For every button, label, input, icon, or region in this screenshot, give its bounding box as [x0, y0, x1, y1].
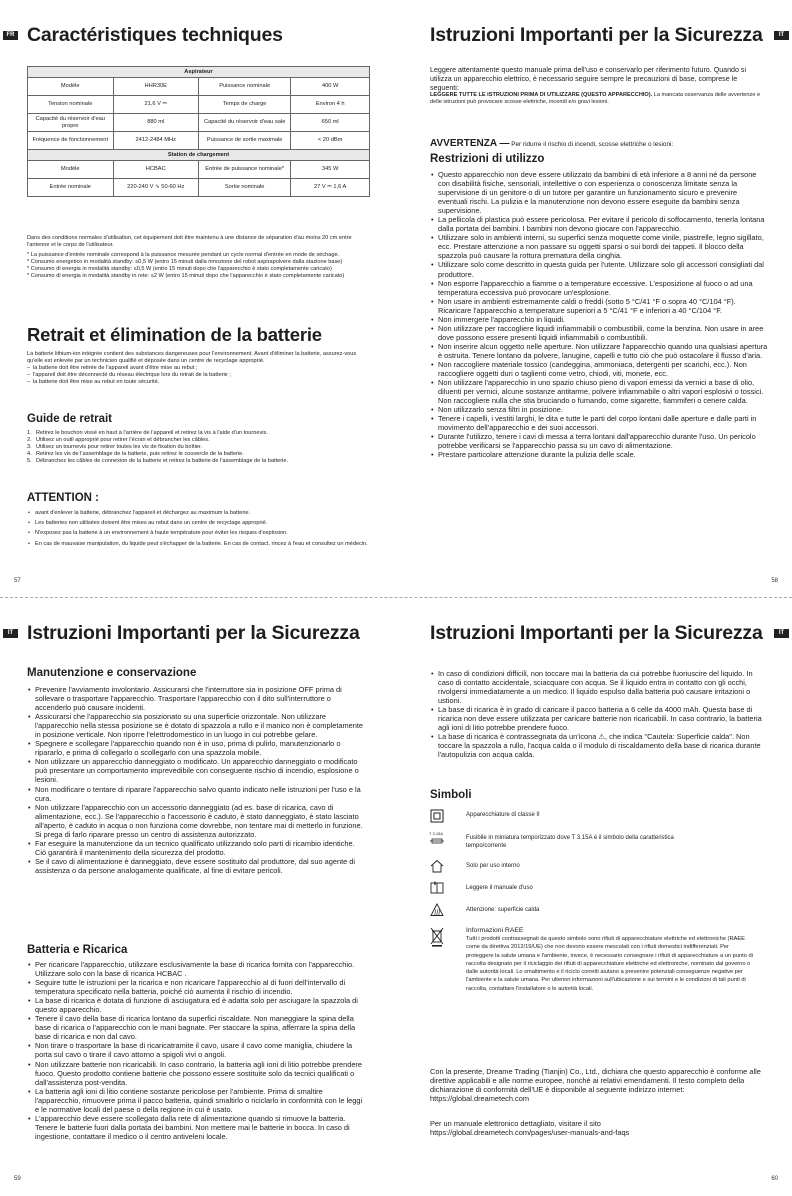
paragraph: Con la presente, Dreame Trading (Tianjin) Co., Ltd., dichiara che questo apparecchio è conforme alle direttive applicabili e alle norme europee, nonché ai relativi emendamenti. Il testo completo della dichiarazione di conformità dell'UE è disponibile al seguente indirizzo internet: https://global.dreametech.com [430, 1067, 761, 1104]
list-item: • Non utilizzare un apparecchio danneggiato o modificato. Un apparecchio danneggiato o modificato può presentare un comportamento imprevedibile con conseguente rischio di incendio, esplosione o lesioni. [27, 757, 365, 784]
steps-list [27, 430, 372, 465]
list-item: • Non modificare o tentare di riparare l'apparecchio salvo quanto indicato nelle istruzioni per l'uso e la cura. [27, 785, 365, 803]
language-tag: IT [774, 31, 789, 40]
table-cell: < 20 dBm [291, 132, 370, 150]
list-item: • Non esporre l'apparecchio a fiamme o a temperature eccessive. L'esposizione al fuoco o ad una temperatura eccessiva può provocare un'esplosione. [430, 279, 768, 297]
list-item: • Non inserire alcun oggetto nelle aperture. Non utilizzare l'apparecchio quando una qualsiasi apertura è ostruita. Tenere lontano da polvere, lanugine, capelli e tutto ciò che può ostacolare il flusso d'aria. [430, 342, 768, 360]
table-cell: Entrée nominale [28, 179, 114, 197]
language-tag: FR [3, 31, 18, 40]
list-item: – la batterie doit être mise au rebut en toute sécurité. [27, 379, 372, 386]
list-item: 1. Retirez le bouchon vissé en haut à l'arrière de l'appareil et retirez la vis à l'aide d'un tournevis. [27, 430, 268, 436]
list-item: • Prestare particolare attenzione durante la pulizia delle scale. [430, 450, 768, 459]
table-row [28, 96, 370, 114]
attention-list [27, 510, 372, 548]
list-item: • Non usare in ambienti estremamente caldi o freddi (sotto 5 °C/41 °F o sopra 40 °C/104 °F). Ricaricare l'apparecchio a temperature superiori a 5 °C/41 °F e inferiori a 40 °C/104 °F. [430, 297, 768, 315]
list-item: • Non immergere l'apparecchio in liquidi. [430, 315, 768, 324]
list-item: • Far eseguire la manutenzione da un tecnico qualificato utilizzando solo parti di ricambio identiche. Ciò garantirà il mantenimento della sicurezza del prodotto. [27, 839, 365, 857]
restrictions-list [430, 170, 768, 460]
spec-table [27, 66, 370, 197]
hot-surface-icon [430, 903, 444, 917]
paragraph: La batterie lithium-ion intégrée contient des substances dangereuses pour l'environnement. Avant d'éliminer la batterie, assurez-vous qu'elle est enlevée par un technicien qualifié et déposée dans un centre de recyclage approprié. [27, 351, 357, 365]
page-57 [0, 0, 396, 598]
list-item: • Questo apparecchio non deve essere utilizzato da bambini di età inferiore a 8 anni né da persone con disabilità fisiche, sensoriali, intellettive o con esperienza o conoscenza limitate senza la supervisione di un genitore o di un tutore per garantire un funzionamento sicuro e prevenire eventuali rischi. La pulizia e la manutenzione non devono essere eseguite da bambini senza supervisione. [430, 170, 768, 215]
list-item: • Tenere i capelli, i vestiti larghi, le dita e tutte le parti del corpo lontani dalle aperture e dalle parti in movimento dell'apparecchio e dei suoi accessori. [430, 414, 768, 432]
table-row [28, 78, 370, 96]
list-item: 5. Débranchez les câbles de connexion de la batterie et retirez la batterie de l'assemblage de la batterie. [27, 458, 289, 465]
page-60 [396, 598, 792, 1196]
list-item: • Per ricaricare l'apparecchio, utilizzare esclusivamente la base di ricarica fornita con l'apparecchio. Utilizzare solo con la base di ricarica HCBAC . [27, 960, 365, 978]
list-item: 2. Utilisez un outil approprié pour retirer l'écran et débrancher les câbles. [27, 437, 210, 444]
battery-list [430, 669, 766, 759]
subsection-title: Guide de retrait [27, 413, 112, 425]
page-59 [0, 598, 396, 1196]
indoor-house-icon [430, 859, 444, 873]
paragraph-text: La mancata osservanza delle avvertenze e delle istruzioni può provocare scosse elettriche, incendi e/o gravi lesioni. [430, 92, 761, 106]
table-cell: Sortie nominale [199, 179, 291, 197]
manual-link[interactable]: https://global.dreametech.com/pages/user-manuals-and-faqs [430, 1128, 630, 1138]
maintenance-list [27, 685, 365, 875]
page-number: 59 [14, 1176, 21, 1182]
note: * Consumo di energia in modalità standby: ≤0,5 W (entro 15 minuti dopo che l'apparecchio è stato completamente caricato) [27, 266, 332, 273]
page-number: 57 [14, 578, 21, 584]
list-item: • Durante l'utilizzo, tenere i cavi di messa a terra lontani dall'apparecchio durante l'uso. Un pericolo potrebbe verificarsi se l'apparecchio passa su un cavo di alimentazione. [430, 432, 768, 450]
weee-info [466, 927, 756, 993]
list-item: 3. Utilisez un tournevis pour retirer toutes les vis de fixation du boîtier. [27, 444, 203, 451]
list-item: • La base di ricarica è in grado di caricare il pacco batteria a 6 celle da 4000 mAh. Questa base di ricarica non deve essere utilizzata per caricare batterie non ricaricabili. In caso contrario, la batteria agli ioni di litio potrebbe prendere fuoco. [430, 705, 766, 732]
table-cell: 21,6 V ⎓ [113, 96, 199, 114]
weee-bin-icon [430, 927, 444, 947]
list-item: • L'apparecchio deve essere scollegato dalla rete di alimentazione quando si rimuove la batteria. Tenere le batterie fuori dalla portata dei bambini. Non mettere mai le batterie in bocca. In caso di ingestione, contattare il medico o il centro antiveleni locale. [27, 1114, 365, 1141]
list-item: • Assicurarsi che l'apparecchio sia posizionato su una superficie orizzontale. Non utilizzare l'apparecchio nella stessa posizione se è dotato di spazzola a rullo e il manico non è completamente in posizione verticale. Non riporre l'elettrodomestico in un luogo in cui potrebbe gelare. [27, 712, 365, 739]
list-item: • Non raccogliere materiale tossico (candeggina, ammoniaca, detergenti per scarichi, ecc.). Non raccogliere oggetti duri o taglienti come vetro, chiodi, viti, monete, ecc. [430, 360, 768, 378]
list-item: • Spegnere e scollegare l'apparecchio quando non è in uso, prima di pulirlo, manutenzionarlo o ripararlo, e prima di collegarlo o scollegarlo con una spazzola mobile. [27, 739, 365, 757]
language-tag: IT [774, 629, 789, 638]
list-item: • La base di ricarica è contrassegnata da un'icona ⚠, che indica "Cautela: Superficie calda". Non toccare la spazzola a rullo, l'acqua calda o il modulo di riscaldamento della base di ricarica durante l'autopulizia con acqua calda. [430, 732, 766, 759]
table-cell: 345 W [291, 161, 370, 179]
battery-list [27, 960, 365, 1141]
list-item: • Utilizzare solo in ambienti interni, su superfici senza moquette come vinile, piastrelle, legno sigillato, ecc. Prestare attenzione a non passare su oggetti sparsi o sui bordi dei tappeti. Il blocco della spazzola può causare la rottura prematura della cinghia. [430, 233, 768, 260]
list-item: • Prevenire l'avviamento involontario. Assicurarsi che l'interruttore sia in posizione OFF prima di sollevare o trasportare l'apparecchio. Trasportare l'apparecchio con il dito sull'interruttore o accenderlo può causare incidenti. [27, 685, 365, 712]
paragraph: Per un manuale elettronico dettagliato, visitare il sito [430, 1119, 601, 1128]
list-item: • Non utilizzare per raccogliere liquidi infiammabili o combustibili, come la benzina. Non usare in aree dove possono essere presenti liquidi infiammabili o combustibili. [430, 324, 768, 342]
list-item: • avant d'enlever la batterie, débranchez l'appareil et déchargez au maximum la batterie. [27, 510, 372, 517]
table-cell: Fréquence de fonctionnement [28, 132, 114, 150]
list-item: • N'exposez pas la batterie à un environnement à haute température pour éviter les risques d'explosion. [27, 530, 372, 537]
table-cell: Puissance nominale [199, 78, 291, 96]
page-title: Istruzioni Importanti per la Sicurezza [430, 24, 763, 46]
table-cell: 880 ml [113, 114, 199, 132]
table-cell: Capacité du réservoir d'eau propre [28, 114, 114, 132]
note: * Consumo energetico in modalità standby: ≤0,5 W (entro 15 minuti dalla rimozione del robot aspirapolvere dalla stazione base) [27, 259, 343, 266]
page-title: Istruzioni Importanti per la Sicurezza [27, 622, 360, 644]
list-item: • Tenere il cavo della base di ricarica lontano da superfici riscaldate. Non maneggiare la spina della base di ricarica o l'apparecchio con le mani bagnate. Per staccare la spina, afferrare la spina della base di ricarica e non dal cavo. [27, 1014, 365, 1041]
subsection-title: Restrizioni di utilizzo [430, 153, 545, 165]
table-cell: Modèle [28, 161, 114, 179]
table-row [28, 179, 370, 197]
list-item: • Se il cavo di alimentazione è danneggiato, deve essere sostituito dal produttore, dal suo agente di assistenza o da persone analogamente qualificate, al fine di evitare pericoli. [27, 857, 365, 875]
symbol-row [430, 859, 770, 880]
list-item: – l'appareil doit être déconnecté du réseau électrique lors du retrait de la batterie ; [27, 372, 372, 379]
list-item: • Non utilizzare l'apparecchio in uno spazio chiuso pieno di vapori emessi da vernici a base di olio, diluenti per vernici, alcune sostanze antitarme, polvere infiammabile o altri vapori esplosivi o tossici. Non raccogliere nulla che stia bruciando o fumando, come sigarette, fiammiferi o cenere calda. [430, 378, 768, 405]
list-item: • En cas de mauvaise manipulation, du liquide peut s'échapper de la batterie. En cas de contact, rincez à l'eau et consultez un médecin. [27, 541, 372, 548]
table-cell: Puissance de sortie maximale [199, 132, 291, 150]
page-58 [396, 0, 792, 598]
table-cell: 650 ml [291, 114, 370, 132]
note: * Consumo di energia in modalità standby in rete: ≤2 W (entro 15 minuti dopo che l'apparecchio è stato completamente caricato) [27, 273, 345, 280]
table-cell: Environ 4 h [291, 96, 370, 114]
subsection-title: Batteria e Ricarica [27, 944, 128, 956]
list-item: • Seguire tutte le istruzioni per la ricarica e non ricaricare l'apparecchio al di fuori dell'intervallo di temperatura specificato nella batteria, poiché ciò aumenta il rischio di incendio. [27, 978, 365, 996]
paragraph [430, 92, 766, 106]
list-item: • Non utilizzare l'apparecchio con un accessorio danneggiato (ad es. base di ricarica, cavo di alimentazione, ecc.). Se l'apparecchio o l'accessorio è caduto, è stato danneggiato, è stato lasciato all'aperto, è caduto in acqua o non funziona come dovrebbe, non tentare mai di metterlo in funzione. Si prega di farlo riparare presso un centro di assistenza autorizzato. [27, 803, 365, 839]
fuse-icon [430, 832, 444, 846]
symbols-list [430, 809, 770, 993]
list-item: • Non utilizzarlo senza filtri in posizione. [430, 405, 768, 414]
note: * La puissance d'entrée nominale correspond à la puissance mesurée pendant un cycle normal d'entrée en mode de séchage. [27, 252, 340, 259]
page-title: Istruzioni Importanti per la Sicurezza [430, 622, 763, 644]
intro [430, 66, 766, 107]
fuse-label: T 3,15A [429, 831, 443, 836]
weee-title: Informazioni RAEE [466, 927, 524, 934]
warning-line [430, 133, 766, 151]
list-item: • In caso di condizioni difficili, non toccare mai la batteria da cui potrebbe fuoriuscire del liquido. In caso di contatto accidentale, sciacquare con acqua. Se il liquido entra in contatto con gli occhi, rivolgersi immediatamente a un medico. Il liquido espulso dalla batteria può causare irritazioni o ustioni. [430, 669, 766, 705]
table-cell: Modèle [28, 78, 114, 96]
bold-text: LEGGERE TUTTE LE ISTRUZIONI PRIMA DI UTILIZZARE (QUESTO APPARECCHIO). [430, 92, 653, 99]
table-row [28, 161, 370, 179]
symbol-text: Apparecchiature di classe II [466, 812, 540, 818]
table-cell: HHR30E [113, 78, 199, 96]
page-number: 58 [771, 578, 778, 584]
symbol-row [430, 903, 770, 924]
table-cell: 400 W [291, 78, 370, 96]
symbol-row [430, 927, 770, 993]
battery-section [27, 351, 372, 386]
weee-text: Tutti i prodotti contrassegnati da questo simbolo sono rifiuti di apparecchiature elettriche ed elettroniche (RAEE come da direttiva 2012/19/UE) che non devono essere mescolati con i rifiuti domestici indifferenziati. Per proteggere la salute umana e l'ambiente, invece, è necessario consegnare i rifiuti di apparecchiature a un punto di raccolta designato per il riciclaggio dei rifiuti di apparecchiature elettriche ed elettroniche, nominato dal governo o dalle autorità locali. Lo smaltimento e il riciclo corretti aiutano a prevenire potenziali conseguenze negative per l'ambiente e la salute umana. Per ulteriori informazioni sull'ubicazione e sui termini e le condizioni di tali punti di raccolta, contattare l'installatore o le autorità locali. [466, 936, 753, 992]
list-item: • Utilizzare solo come descritto in questa guida per l'utente. Utilizzare solo gli accessori consigliati dal produttore. [430, 260, 768, 278]
language-tag: IT [3, 629, 18, 638]
list-item: • Non utilizzare batterie non ricaricabili. In caso contrario, la batteria agli ioni di litio potrebbe prendere fuoco. Questo prodotto contiene batterie che possono essere sostituite solo da tecnici qualificati o dall'assistenza post-vendita. [27, 1060, 365, 1087]
list-item: • La base di ricarica è dotata di funzione di asciugatura ed è adatta solo per asciugare la spazzola di questo apparecchio. [27, 996, 365, 1014]
table-cell: HCBAC [113, 161, 199, 179]
symbol-text: Fusibile in miniatura temporizzato dove T 3.15A è il simbolo della caratteristica tempo/corrente [466, 835, 674, 850]
table-row [28, 132, 370, 150]
list-item: – la batterie doit être retirée de l'appareil avant d'être mise au rebut ; [27, 365, 372, 372]
notes [27, 235, 372, 281]
table-section-header: Aspirateur [28, 67, 370, 78]
note: Dans des conditions normales d'utilisation, cet équipement doit être maintenu à une distance de séparation d'au moins 20 cm entre l'antenne et le corps de l'utilisateur. [27, 235, 352, 249]
table-cell: Tension nominale [28, 96, 114, 114]
symbol-text: Leggere il manuale d'uso [466, 885, 533, 891]
warning-title: AVVERTENZA — [430, 138, 510, 149]
subsection-title: ATTENTION : [27, 492, 99, 504]
list-item: • La batteria agli ioni di litio contiene sostanze pericolose per l'ambiente. Prima di smaltire l'apparecchio, rimuovere prima il pacco batteria, quindi smaltirlo o riciclarlo in conformità con le leggi e le normative locali del paese o della regione in cui è usato. [27, 1087, 365, 1114]
read-manual-icon [430, 881, 444, 895]
list-item: • La pellicola di plastica può essere pericolosa. Per evitare il pericolo di soffocamento, tenerla lontana dalla portata dei bambini. I bambini non devono giocare con l'apparecchio. [430, 215, 768, 233]
symbol-row [430, 832, 770, 858]
subsection-title: Simboli [430, 789, 472, 801]
warning-text: Per ridurre il rischio di incendi, scosse elettriche o lesioni: [509, 141, 674, 148]
paragraph: Leggere attentamente questo manuale prima dell'uso e conservarlo per riferimento futuro. Quando si utilizza un apparecchio elettrico, è necessario seguire sempre le precauzioni di base, comprese le seguenti: [430, 66, 747, 92]
list-item: • Les batteries non utilisées doivent être mises au rebut dans un centre de recyclage approprié. [27, 520, 372, 527]
table-cell: Entrée de puissance nominale* [199, 161, 291, 179]
symbol-row [430, 809, 770, 830]
table-cell: 27 V ⎓ 1,6 A [291, 179, 370, 197]
symbol-text: Attenzione: superficie calda [466, 907, 540, 913]
page-title: Caractéristiques techniques [27, 24, 283, 46]
table-row [28, 114, 370, 132]
list-item: 4. Retirez les vis de l'assemblage de la batterie, puis retirez le couvercle de la batterie. [27, 451, 244, 458]
table-cell: 2412-2484 MHz [113, 132, 199, 150]
manual-info [430, 1119, 768, 1137]
table-cell: Temps de charge [199, 96, 291, 114]
dash-list [27, 365, 372, 386]
list-item: • Non tirare o trasportare la base di ricaricatramite il cavo, usare il cavo come maniglia, chiudere la porta sul cavo o tirare il cavo attorno a spigoli vivi o angoli. [27, 1041, 365, 1059]
subsection-title: Manutenzione e conservazione [27, 667, 197, 679]
declaration [430, 1067, 768, 1103]
table-cell: Capacité du réservoir d'eau sale [199, 114, 291, 132]
symbol-row [430, 881, 770, 902]
class-ii-icon [430, 809, 444, 823]
table-section-header: Station de chargement [28, 150, 370, 161]
symbol-text: Solo per uso interno [466, 863, 520, 869]
table-cell: 220-240 V ∿ 50-60 Hz [113, 179, 199, 197]
section-title: Retrait et élimination de la batterie [27, 324, 322, 345]
page-number: 60 [771, 1176, 778, 1182]
